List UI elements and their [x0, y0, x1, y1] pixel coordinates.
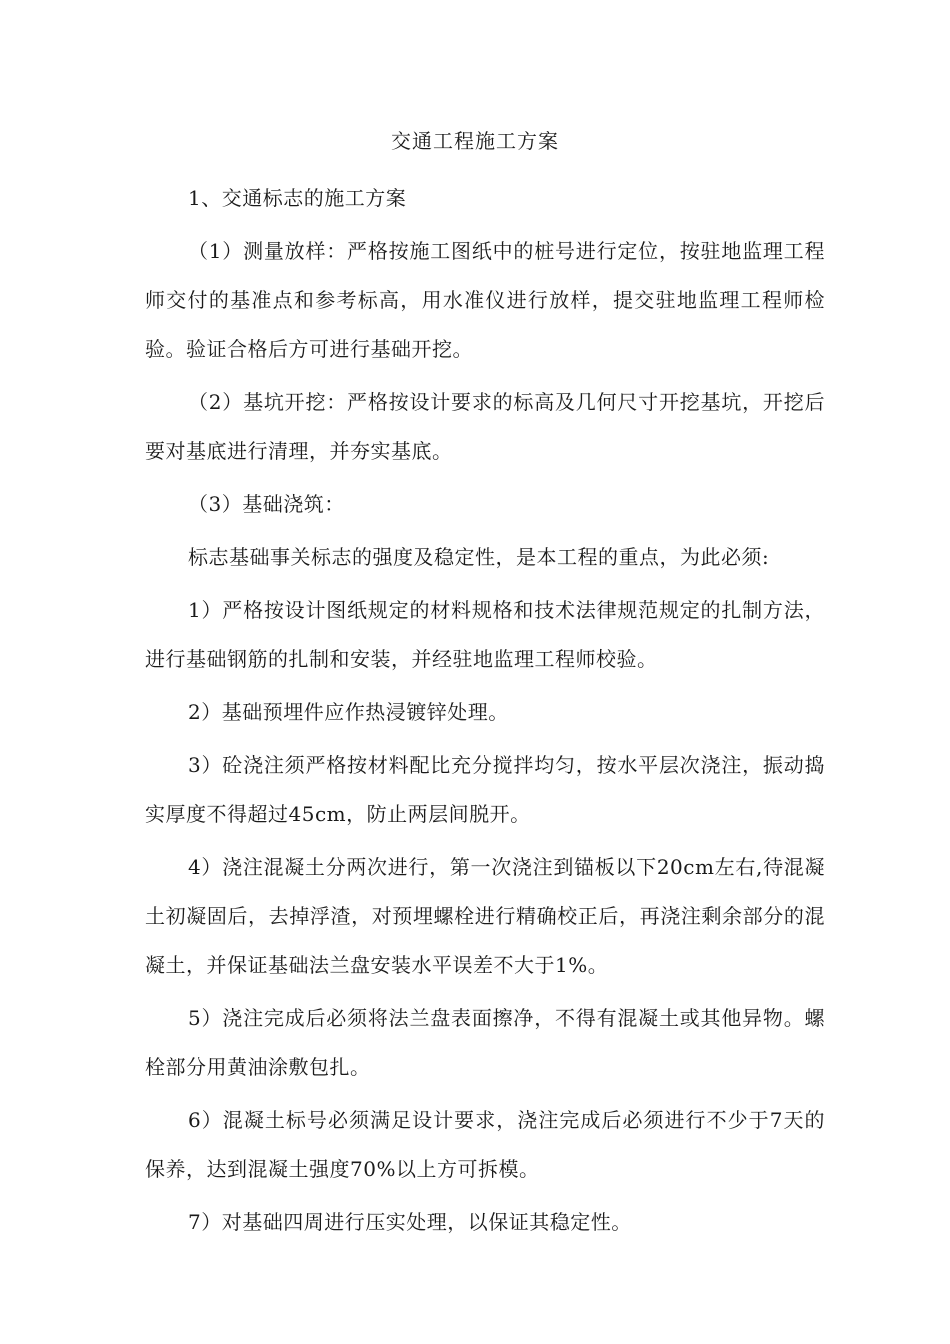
paragraph-foundation-pit: （2）基坑开挖：严格按设计要求的标高及几何尺寸开挖基坑，开挖后要对基底进行清理，并夯实基底。 — [145, 390, 825, 463]
paragraph-survey-layout: （1）测量放样：严格按施工图纸中的桩号进行定位，按驻地监理工程师交付的基准点和参考标高，用水准仪进行放样，提交驻地监理工程师检验。验证合格后方可进行基础开挖。 — [145, 239, 825, 361]
list-item-5: 5）浇注完成后必须将法兰盘表面擦净，不得有混凝土或其他异物。螺栓部分用黄油涂敷包扎。 — [145, 1006, 825, 1079]
section-heading: 1、交通标志的施工方案 — [188, 186, 407, 210]
list-item-1: 1）严格按设计图纸规定的材料规格和技术法律规范规定的扎制方法，进行基础钢筋的扎制和安装，并经驻地监理工程师校验。 — [145, 598, 825, 671]
paragraph-importance: 标志基础事关标志的强度及稳定性，是本工程的重点，为此必须: — [188, 545, 770, 569]
list-item-6: 6）混凝土标号必须满足设计要求，浇注完成后必须进行不少于7天的保养，达到混凝土强度70%以上方可拆模。 — [145, 1108, 825, 1181]
list-item-2: 2）基础预埋件应作热浸镀锌处理。 — [188, 700, 509, 724]
list-item-7: 7）对基础四周进行压实处理，以保证其稳定性。 — [188, 1210, 632, 1234]
document-body — [145, 174, 825, 1247]
list-item-4: 4）浇注混凝土分两次进行，第一次浇注到锚板以下20cm左右,待混凝土初凝固后，去掉浮渣，对预埋螺栓进行精确校正后，再浇注剩余部分的混凝土，并保证基础法兰盘安装水平误差不大于1%。 — [145, 855, 825, 977]
document-title: 交通工程施工方案 — [391, 129, 559, 153]
paragraph-foundation-pouring: （3）基础浇筑： — [188, 492, 345, 516]
list-item-3: 3）砼浇注须严格按材料配比充分搅拌均匀，按水平层次浇注，振动捣实厚度不得超过45cm，防止两层间脱开。 — [145, 753, 825, 826]
